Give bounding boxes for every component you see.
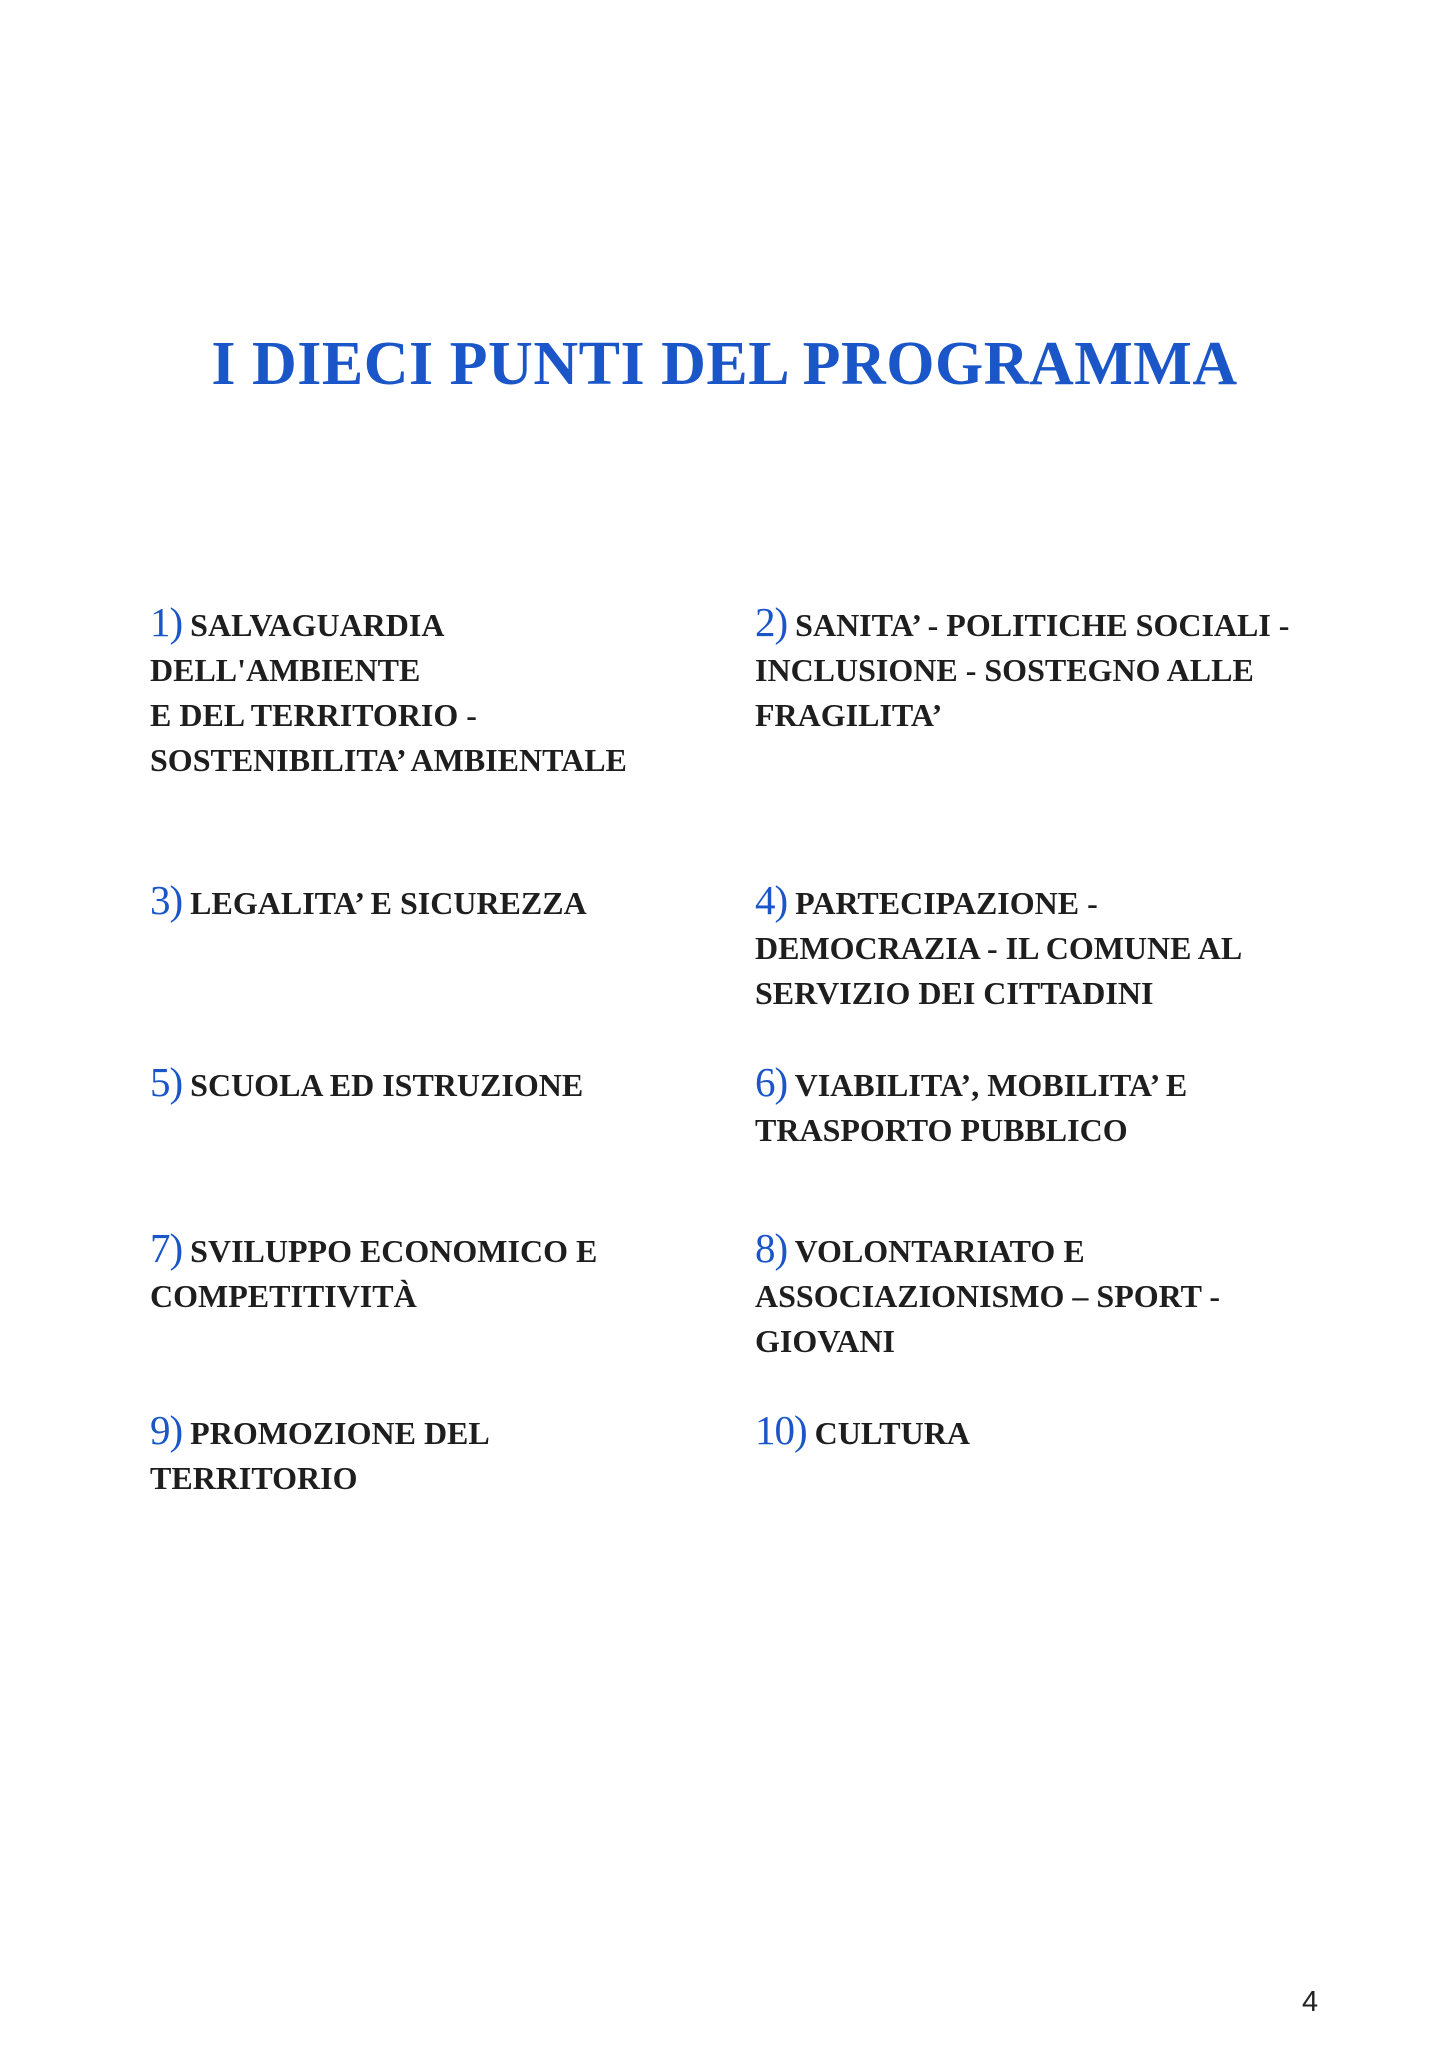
program-point-7 — [150, 1226, 740, 1319]
program-point-9 — [150, 1408, 740, 1501]
program-point-4 — [755, 878, 1345, 1016]
point-text: SANITA’ - POLITICHE SOCIALI - INCLUSIONE - SOSTEGNO ALLE FRAGILITA’ — [755, 607, 1290, 733]
point-text: PARTECIPAZIONE - DEMOCRAZIA - IL COMUNE AL SERVIZIO DEI CITTADINI — [755, 885, 1243, 1011]
point-number: 1) — [150, 599, 183, 645]
point-number: 10) — [755, 1407, 807, 1453]
point-number: 6) — [755, 1059, 788, 1105]
point-number: 4) — [755, 877, 788, 923]
program-point-2 — [755, 600, 1345, 738]
program-point-5 — [150, 1060, 740, 1108]
page-number: 4 — [1302, 1986, 1319, 2018]
point-text: LEGALITA’ E SICUREZZA — [190, 885, 587, 921]
program-point-6 — [755, 1060, 1345, 1153]
program-point-1 — [150, 600, 740, 783]
point-text: SALVAGUARDIA DELL'AMBIENTE E DEL TERRITORIO - SOSTENIBILITA’ AMBIENTALE — [150, 607, 627, 778]
point-text: SCUOLA ED ISTRUZIONE — [190, 1067, 584, 1103]
point-text: CULTURA — [814, 1415, 970, 1451]
program-point-3 — [150, 878, 740, 926]
point-number: 2) — [755, 599, 788, 645]
point-number: 9) — [150, 1407, 183, 1453]
program-point-8 — [755, 1226, 1345, 1364]
point-number: 5) — [150, 1059, 183, 1105]
point-number: 3) — [150, 877, 183, 923]
point-number: 7) — [150, 1225, 183, 1271]
point-text: PROMOZIONE DEL TERRITORIO — [150, 1415, 490, 1496]
point-text: VIABILITA’, MOBILITA’ E TRASPORTO PUBBLICO — [755, 1067, 1188, 1148]
point-text: SVILUPPO ECONOMICO E COMPETITIVITÀ — [150, 1233, 598, 1314]
page-title: I DIECI PUNTI DEL PROGRAMMA — [211, 330, 1238, 398]
program-point-10 — [755, 1408, 1345, 1456]
point-number: 8) — [755, 1225, 788, 1271]
point-text: VOLONTARIATO E ASSOCIAZIONISMO – SPORT - GIOVANI — [755, 1233, 1221, 1359]
